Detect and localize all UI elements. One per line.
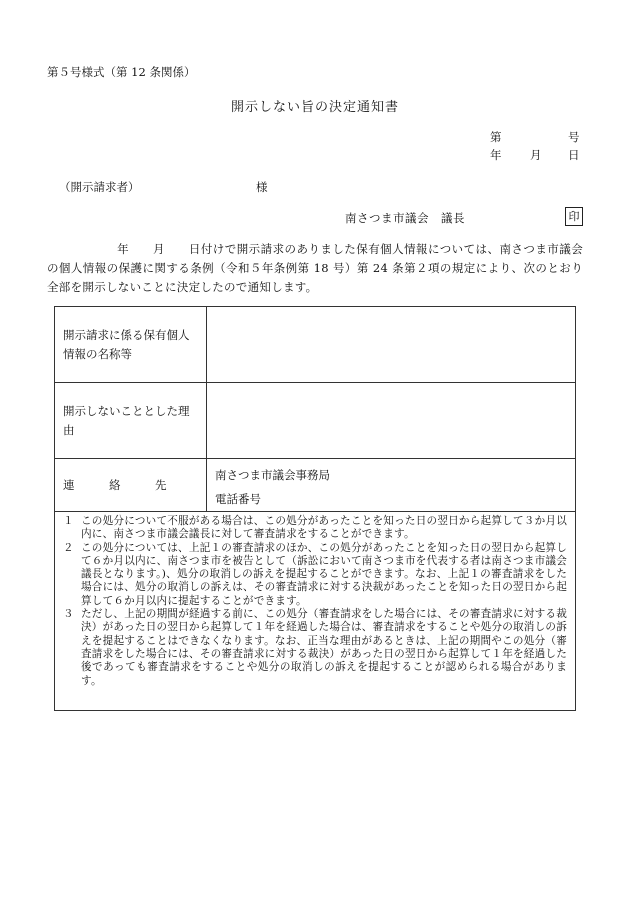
contact-cell [207,459,576,512]
date-month: 月 [530,148,542,162]
issuer-name: 南さつま市議会 議長 [345,211,465,225]
applicant-label: （開示請求者） [59,180,140,194]
contact-office: 南さつま市議会事務局 [215,468,330,482]
note-item [63,542,567,608]
note-text: ただし、上記の期間が経過する前に、この処分（審査請求をした場合には、その審査請求に対する裁決）があった日の翌日から起算して１年を経過した場合は、審査請求をすることや処分の取消しの訴えを提起することはできなくなります。なお、正当な理由があるときは、上記の期間やこの処分（審査請求をした場合には、その審査請求に対する裁決）があった日の翌日から起算して１年を経過した後であっても審査請求をすることや処分の取消しの訴えを提起することが認められる場合があります。 [81,608,567,687]
date-year: 年 [490,148,502,162]
reason-label: 開示しないこととした理由 [55,383,207,459]
form-number: 第５号様式（第 12 条関係） [47,65,196,79]
info-name-label: 開示請求に係る保有個人情報の名称等 [55,307,207,383]
contact-label-text: 連 絡 先 [63,477,167,492]
applicant-honorific: 様 [256,180,268,194]
note-text: この処分については、上記１の審査請求のほか、この処分があったことを知った日の翌日から起算して６か月以内に、南さつま市を被告として（訴訟において南さつま市を代表する者は南さつま市議会議長となります。)、処分の取消しの訴えを提起することができます。なお、上記１の審査請求をした場合には、処分の取消しの訴えは、その審査請求に対する決裁があったことを知った日の翌日から起算して６か月以内に提起することができます。 [81,541,567,607]
body-text: 年 月 日付けで開示請求のありました保有個人情報については、南さつま市議会の個人情報の保護に関する条例（令和５年条例第 18 号）第 24 条第２項の規定により、次のとおり全部を開示しないことに決定したので通知します。 [47,242,583,294]
note-item [63,515,567,542]
reason-cell [207,383,576,459]
doc-number-dai: 第 [490,130,502,144]
note-item [63,608,567,688]
date-day: 日 [568,148,580,162]
seal-mark: 印 [565,207,583,226]
note-number: ２ [63,541,74,554]
notes-box [54,509,576,711]
document-title: 開示しない旨の決定通知書 [230,100,399,115]
note-text: この処分について不服がある場合は、この処分があったことを知った日の翌日から起算して３か月以内に、南さつま市議会議長に対して審査請求をすることができます。 [81,515,567,541]
note-number: ３ [63,608,74,621]
decision-table [54,306,576,512]
note-number: １ [63,515,74,527]
body-paragraph [47,240,583,297]
info-name-cell [207,307,576,383]
contact-label [55,459,207,512]
contact-phone: 電話番号 [215,492,261,506]
doc-number-go: 号 [568,130,580,144]
